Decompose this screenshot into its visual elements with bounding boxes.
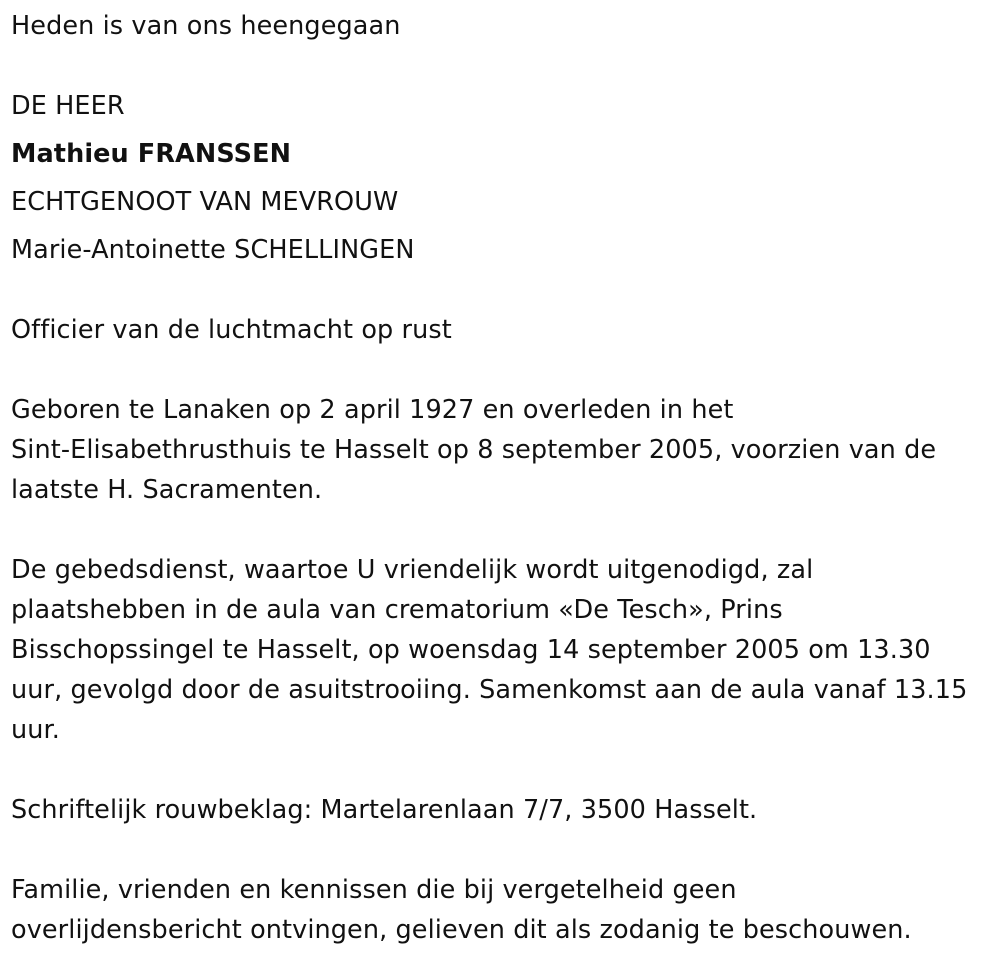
service-line: Bisschopssingel te Hasselt, op woensdag 14 september 2005 om 13.30 (11, 635, 931, 665)
birth-line: Geboren te Lanaken op 2 april 1927 en overleden in het (11, 395, 734, 425)
service-line: plaatshebben in de aula van crematorium «De Tesch», Prins (11, 595, 783, 625)
honorific-title: DE HEER (11, 91, 125, 121)
spouse-label: ECHTGENOOT VAN MEVROUW (11, 187, 399, 217)
closing-line: overlijdensbericht ontvingen, gelieven dit als zodanig te beschouwen. (11, 915, 912, 945)
service-line: De gebedsdienst, waartoe U vriendelijk wordt uitgenodigd, zal (11, 555, 814, 585)
condolence-address: Schriftelijk rouwbeklag: Martelarenlaan 7/7, 3500 Hasselt. (11, 795, 758, 825)
birth-line: Sint-Elisabethrusthuis te Hasselt op 8 september 2005, voorzien van de (11, 435, 937, 465)
birth-line: laatste H. Sacramenten. (11, 475, 323, 505)
closing-line: Familie, vrienden en kennissen die bij vergetelheid geen (11, 875, 737, 905)
occupation-text: Officier van de luchtmacht op rust (11, 315, 452, 345)
intro-text: Heden is van ons heengegaan (11, 11, 401, 41)
spouse-name: Marie-Antoinette SCHELLINGEN (11, 235, 415, 265)
deceased-name: Mathieu FRANSSEN (11, 139, 292, 169)
service-line: uur, gevolgd door de asuitstrooiing. Samenkomst aan de aula vanaf 13.15 (11, 675, 968, 705)
service-line: uur. (11, 715, 60, 745)
